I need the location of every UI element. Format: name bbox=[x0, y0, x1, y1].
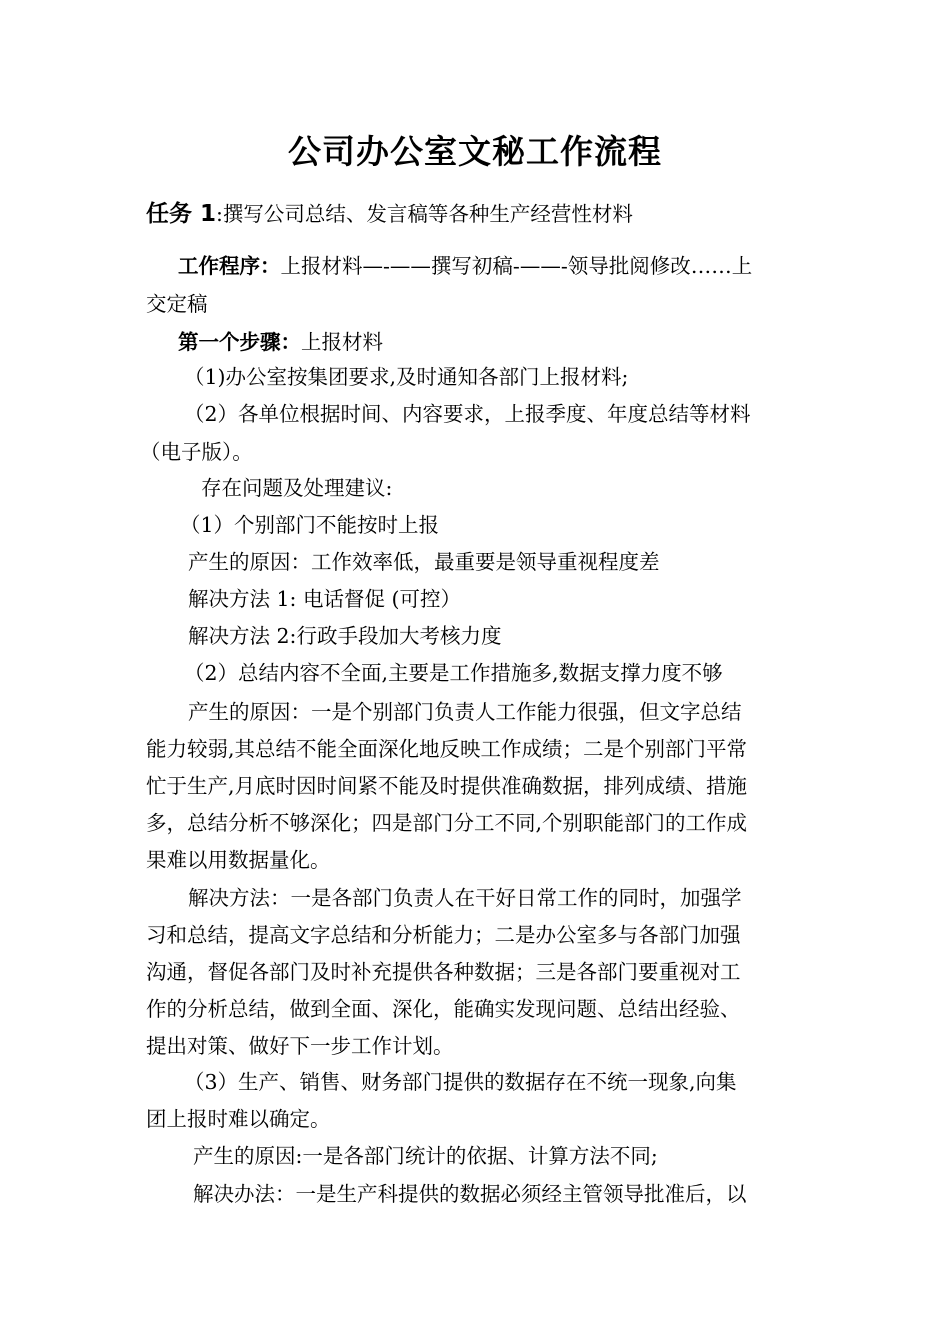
paragraph-line: 产生的原因：一是个别部门负责人工作能力很强，但文字总结 bbox=[188, 700, 742, 724]
procedure-text-1: 上报材料—-——撰写初稿-——-领导批阅修改……上 bbox=[280, 254, 753, 278]
paragraph-line: 习和总结，提高文字总结和分析能力；二是办公室多与各部门加强 bbox=[146, 923, 741, 947]
step-1-line bbox=[178, 324, 383, 361]
paragraph-line: 产生的原因：工作效率低，最重要是领导重视程度差 bbox=[188, 550, 660, 574]
paragraph-line: 果难以用数据量化。 bbox=[146, 848, 331, 872]
paragraph-line: （电子版）。 bbox=[140, 440, 253, 464]
paragraph-line: （2）总结内容不全面,主要是工作措施多,数据支撑力度不够 bbox=[184, 661, 723, 685]
paragraph-line: 产生的原因:一是各部门统计的依据、计算方法不同; bbox=[193, 1144, 658, 1168]
paragraph-line: 解决方法：一是各部门负责人在干好日常工作的同时，加强学 bbox=[188, 886, 742, 910]
paragraph-line: （3）生产、销售、财务部门提供的数据存在不统一现象,向集 bbox=[184, 1070, 737, 1094]
paragraph-line: 忙于生产,月底时因时间紧不能及时提供准确数据，排列成绩、措施 bbox=[146, 774, 748, 798]
task-1-label: 任务 1 bbox=[146, 201, 217, 227]
paragraph-line: （1)办公室按集团要求,及时通知各部门上报材料; bbox=[184, 365, 629, 389]
step-1-label: 第一个步骤： bbox=[178, 330, 301, 354]
paragraph-line: 提出对策、做好下一步工作计划。 bbox=[146, 1034, 454, 1058]
paragraph-line: （2）各单位根据时间、内容要求，上报季度、年度总结等材料 bbox=[184, 402, 751, 426]
paragraph-line: 存在问题及处理建议: bbox=[201, 476, 393, 500]
paragraph-line: 解决办法：一是生产科提供的数据必须经主管领导批准后，以 bbox=[193, 1182, 747, 1206]
paragraph-line: 多，总结分析不够深化；四是部门分工不同,个别职能部门的工作成 bbox=[146, 811, 748, 835]
paragraph-line: （1）个别部门不能按时上报 bbox=[180, 513, 440, 537]
procedure-line-2: 交定稿 bbox=[146, 292, 208, 316]
task-1-text: :撰写公司总结、发言稿等各种生产经营性材料 bbox=[216, 202, 633, 226]
paragraph-line: 作的分析总结，做到全面、深化，能确实发现问题、总结出经验、 bbox=[146, 997, 741, 1021]
step-1-text: 上报材料 bbox=[301, 330, 383, 354]
paragraph-line: 能力较弱,其总结不能全面深化地反映工作成绩；二是个别部门平常 bbox=[146, 737, 748, 761]
paragraph-line: 团上报时难以确定。 bbox=[146, 1107, 331, 1131]
paragraph-line: 解决方法 1: 电话督促 (可控） bbox=[188, 587, 461, 611]
document-title: 公司办公室文秘工作流程 bbox=[288, 132, 662, 171]
paragraph-line: 解决方法 2:行政手段加大考核力度 bbox=[188, 624, 502, 648]
paragraph-line: 沟通，督促各部门及时补充提供各种数据；三是各部门要重视对工 bbox=[146, 960, 741, 984]
procedure-line bbox=[178, 248, 752, 285]
procedure-label: 工作程序： bbox=[178, 254, 281, 278]
task-1-heading bbox=[146, 196, 633, 233]
